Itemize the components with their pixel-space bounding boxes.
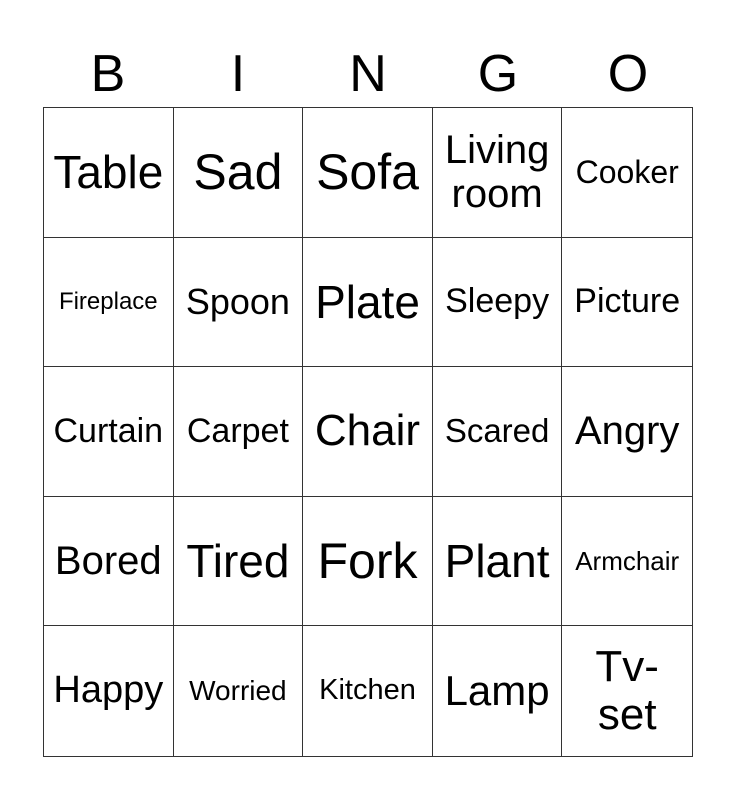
header-letter-o: O [607,45,649,103]
bingo-cell-label: Sleepy [445,282,550,321]
bingo-board [43,107,693,757]
header-letter-b: B [90,45,126,103]
bingo-cell[interactable] [433,497,563,627]
bingo-cell-label: Fireplace [58,287,158,315]
bingo-cell[interactable] [433,626,563,756]
bingo-cell-label: Plant [444,534,550,587]
bingo-cell-label: Happy [53,669,164,712]
bingo-cell-label: Scared [444,412,550,450]
bingo-cell[interactable] [174,108,304,238]
bingo-cell-label: Lamp [444,667,550,715]
bingo-cell-label: Table [53,146,164,198]
bingo-header [43,40,693,108]
bingo-cell-label: Angry [574,409,680,454]
bingo-cell-label: Kitchen [319,674,416,707]
bingo-cell[interactable] [303,367,433,497]
bingo-cell[interactable] [303,108,433,238]
bingo-cell[interactable] [303,497,433,627]
bingo-cell-label: Worried [189,674,287,706]
bingo-cell-label: Curtain [53,411,164,450]
bingo-cell-label: Armchair [575,545,680,576]
bingo-cell[interactable] [562,497,692,627]
bingo-cell-label: Tv-set [595,641,659,740]
bingo-cell-label: Cooker [575,153,679,190]
header-letter-i: I [230,45,246,103]
bingo-cell[interactable] [303,238,433,368]
bingo-cell[interactable] [303,626,433,756]
bingo-cell[interactable] [174,497,304,627]
bingo-cell[interactable] [44,238,174,368]
bingo-cell-label: Carpet [186,411,289,450]
bingo-cell-label: Living room [444,128,550,217]
header-letter-g: G [477,45,519,103]
bingo-cell-label: Picture [574,282,681,321]
bingo-cell[interactable] [174,238,304,368]
bingo-cell-label: Tired [186,534,290,587]
bingo-cell[interactable] [562,238,692,368]
bingo-cell-label: Chair [314,406,421,456]
bingo-cell[interactable] [174,626,304,756]
bingo-cell[interactable] [44,497,174,627]
bingo-cell-label: Sad [193,143,283,200]
bingo-cell-label: Plate [315,275,420,328]
header-letter-n: N [349,45,387,103]
bingo-cell[interactable] [562,108,692,238]
bingo-cell[interactable] [433,367,563,497]
bingo-cell[interactable] [44,626,174,756]
bingo-cell-label: Fork [317,532,418,589]
bingo-cell[interactable] [433,238,563,368]
bingo-cell[interactable] [562,367,692,497]
bingo-cell[interactable] [44,367,174,497]
bingo-cell[interactable] [433,108,563,238]
bingo-cell-label: Sofa [316,143,419,200]
bingo-cell[interactable] [562,626,692,756]
bingo-cell-label: Spoon [185,281,290,323]
bingo-cell[interactable] [174,367,304,497]
bingo-cell-label: Bored [54,539,162,584]
bingo-cell[interactable] [44,108,174,238]
